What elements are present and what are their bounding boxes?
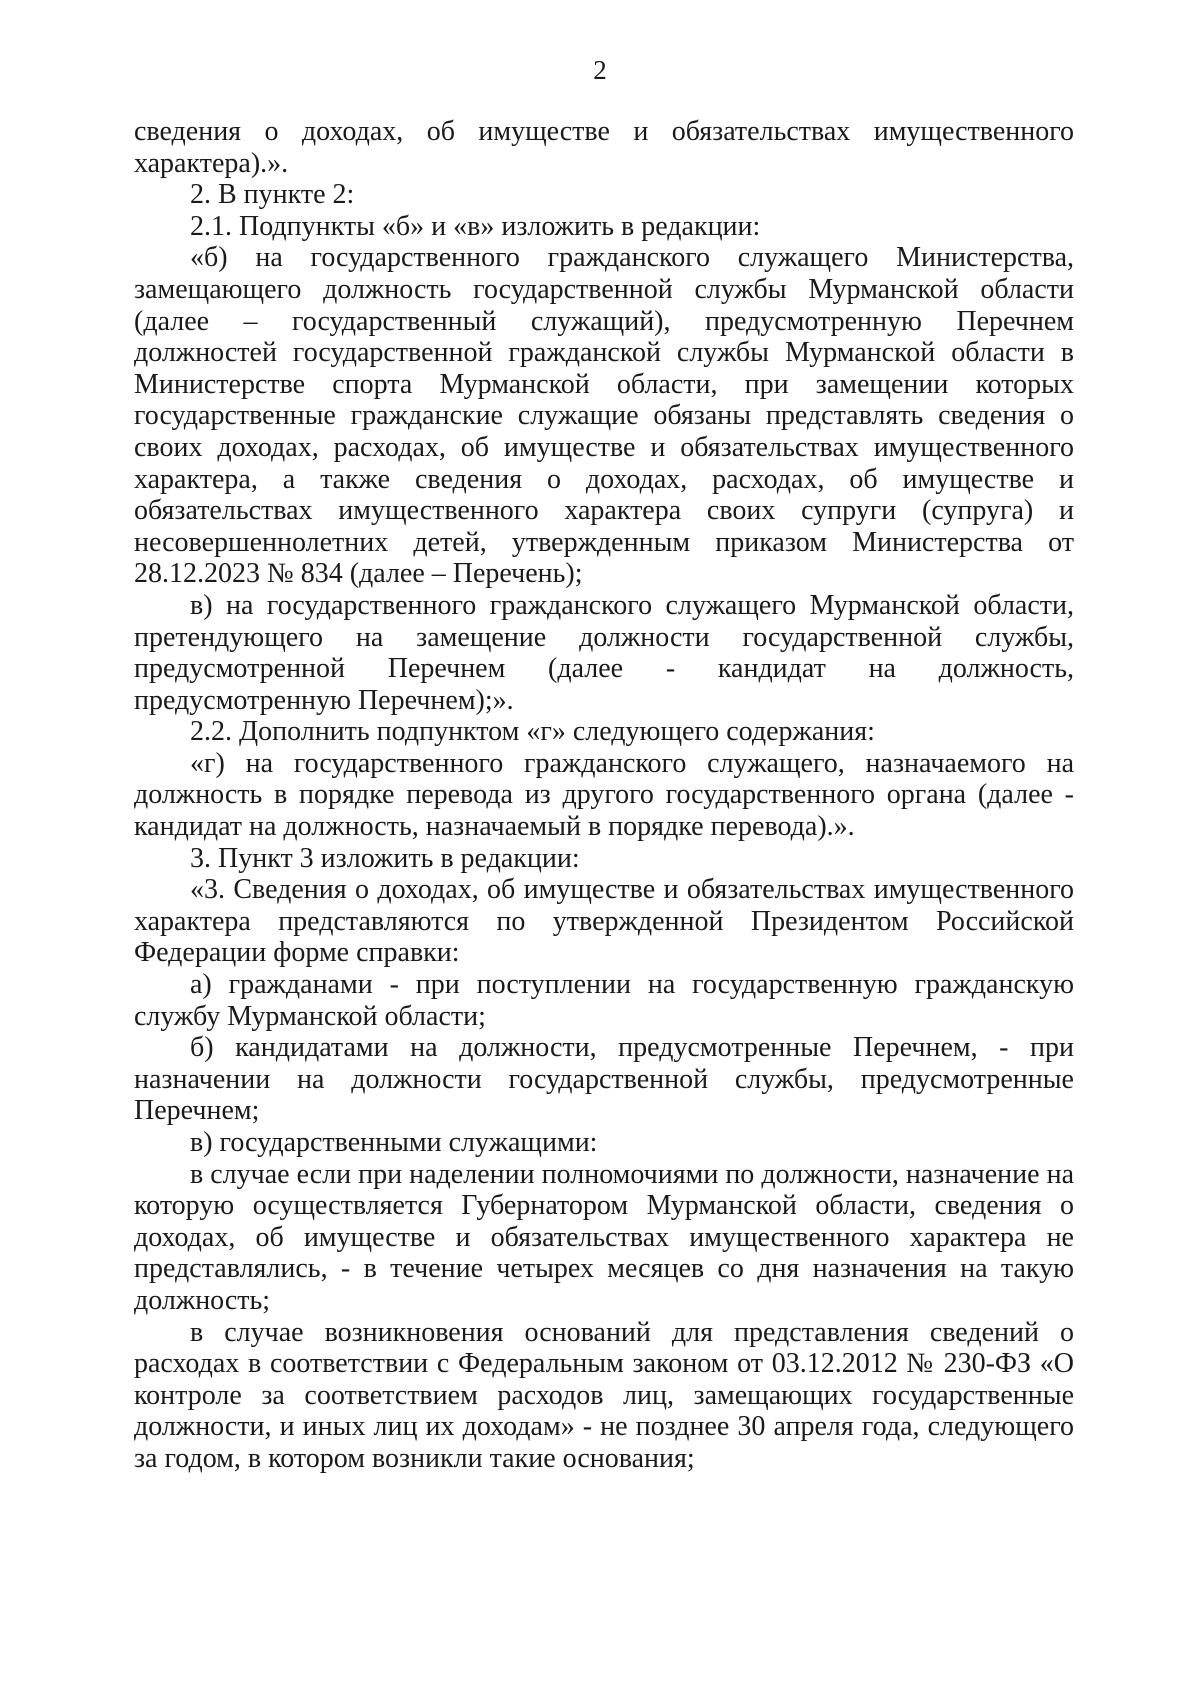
paragraph: а) гражданами - при поступлении на государственную гражданскую службу Мурманской области; <box>134 969 1074 1032</box>
paragraph: в) на государственного гражданского служащего Мурманской области, претендующего на замещение должности государственной службы, предусмотренной Перечнем (далее - кандидат на должность, предусмотренную Перечнем);». <box>134 589 1074 716</box>
paragraph: в) государственными служащими: <box>190 1127 598 1158</box>
paragraph: 2. В пункте 2: <box>190 179 355 211</box>
paragraph: 3. Пункт 3 изложить в редакции: <box>190 842 580 874</box>
paragraph: 2.1. Подпункты «б» и «в» изложить в редакции: <box>190 210 761 242</box>
paragraph: «3. Сведения о доходах, об имуществе и обязательствах имущественного характера представляются по утвержденной Президентом Российской Федерации форме справки: <box>134 874 1074 969</box>
page-number: 2 <box>593 55 607 85</box>
paragraph: «б) на государственного гражданского служащего Министерства, замещающего должность государственной службы Мурманской области (далее – государственный служащий), предусмотренную Перечнем должностей государственной гражданской службы Мурманской области в Министерстве спорта Мурманской области, при замещении которых государственные гражданские служащие обязаны представлять сведения о своих доходах, расходах, об имуществе и обязательствах имущественного характера, а также сведения о доходах, расходах, об имуществе и обязательствах имущественного характера своих супруги (супруга) и несовершеннолетних детей, утвержденным приказом Министерства от 28.12.2023 № 834 (далее – Перечень); <box>134 242 1074 590</box>
paragraph: сведения о доходах, об имуществе и обязательствах имущественного характера).». <box>134 116 1074 179</box>
paragraph: в случае возникновения оснований для представления сведений о расходах в соответствии с Федеральным законом от 03.12.2012 № 230-ФЗ «О контроле за соответствием расходов лиц, замещающих государственные должности, и иных лиц их доходам» - не позднее 30 апреля года, следующего за годом, в котором возникли такие основания; <box>134 1316 1074 1474</box>
paragraph: 2.2. Дополнить подпунктом «г» следующего содержания: <box>190 716 875 748</box>
paragraph: б) кандидатами на должности, предусмотренные Перечнем, - при назначении на должности государственной службы, предусмотренные Перечнем; <box>134 1032 1074 1127</box>
paragraph: в случае если при наделении полномочиями по должности, назначение на которую осуществляется Губернатором Мурманской области, сведения о доходах, об имуществе и обязательствах имущественного характера не представлялись, - в течение четырех месяцев со дня назначения на такую должность; <box>134 1158 1074 1316</box>
document-body <box>134 116 1074 1475</box>
paragraph: «г) на государственного гражданского служащего, назначаемого на должность в порядке перевода из другого государственного органа (далее - кандидат на должность, назначаемый в порядке перевода).». <box>134 747 1074 843</box>
